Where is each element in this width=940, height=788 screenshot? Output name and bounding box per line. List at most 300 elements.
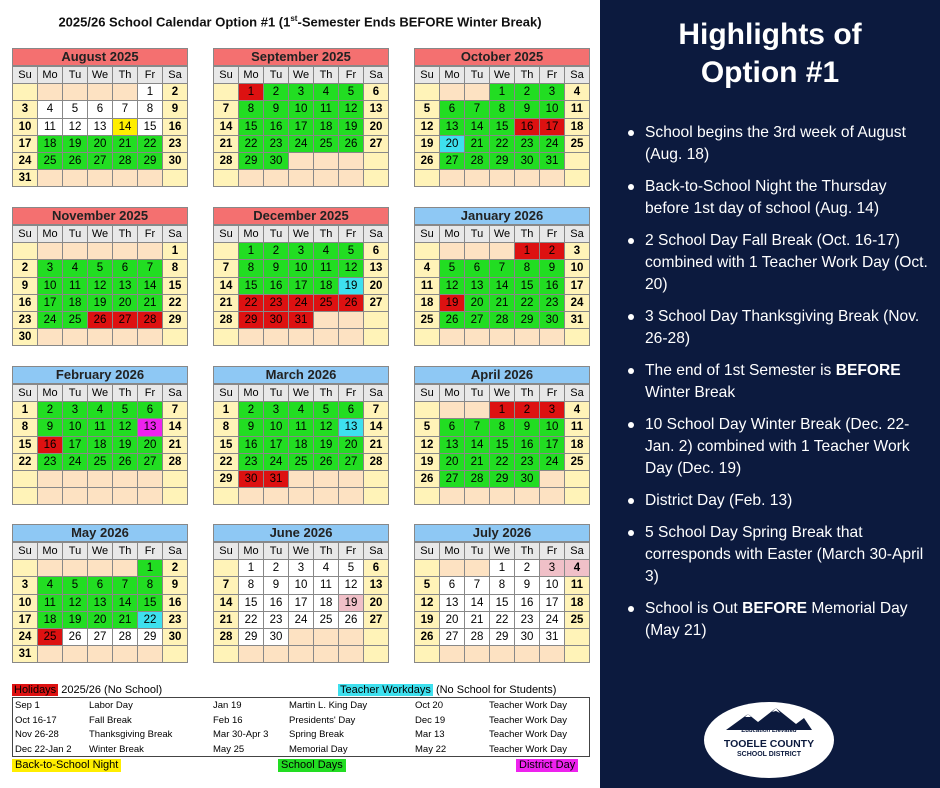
day-cell: 16 xyxy=(264,595,289,612)
day-cell: 22 xyxy=(163,295,188,312)
day-cell xyxy=(565,629,590,646)
day-cell: 7 xyxy=(214,101,239,118)
day-cell: 15 xyxy=(239,595,264,612)
day-cell: 27 xyxy=(364,295,389,312)
day-cell xyxy=(540,488,565,505)
day-cell xyxy=(465,84,490,101)
holiday-date: Jan 19 xyxy=(213,700,242,711)
day-cell: 5 xyxy=(314,402,339,419)
day-cell: 3 xyxy=(289,243,314,260)
day-cell: 14 xyxy=(214,119,239,136)
highlight-pre: School begins the 3rd week of August (Aug. 18) xyxy=(645,124,906,163)
day-cell: 23 xyxy=(515,612,540,629)
day-cell xyxy=(163,488,188,505)
day-cell: 4 xyxy=(38,101,63,118)
day-cell xyxy=(339,488,364,505)
day-cell xyxy=(565,488,590,505)
day-cell: 11 xyxy=(289,419,314,436)
highlight-item xyxy=(628,306,933,350)
day-cell: 13 xyxy=(440,595,465,612)
holiday-name: Teacher Work Day xyxy=(489,700,567,711)
day-cell: 7 xyxy=(465,101,490,118)
day-cell: 2 xyxy=(540,243,565,260)
day-cell: 11 xyxy=(565,101,590,118)
day-cell: 14 xyxy=(138,278,163,295)
holiday-row xyxy=(13,743,589,757)
weekday-label: Th xyxy=(515,67,540,84)
day-cell: 10 xyxy=(289,260,314,277)
month-days-grid xyxy=(414,542,590,663)
month-header: May 2026 xyxy=(12,524,188,542)
day-cell xyxy=(13,471,38,488)
day-cell xyxy=(239,329,264,346)
month-header: December 2025 xyxy=(213,207,389,225)
day-cell: 20 xyxy=(88,136,113,153)
weekday-label: Sa xyxy=(565,385,590,402)
day-cell: 4 xyxy=(314,243,339,260)
day-cell xyxy=(465,402,490,419)
day-cell: 27 xyxy=(364,612,389,629)
day-cell xyxy=(38,646,63,663)
day-cell: 25 xyxy=(565,136,590,153)
day-cell: 18 xyxy=(314,278,339,295)
day-cell: 29 xyxy=(163,312,188,329)
holiday-name: Fall Break xyxy=(89,714,132,726)
day-cell: 15 xyxy=(138,595,163,612)
day-cell: 7 xyxy=(138,260,163,277)
day-cell: 26 xyxy=(339,612,364,629)
day-cell: 4 xyxy=(289,402,314,419)
day-cell: 5 xyxy=(415,577,440,594)
day-cell: 14 xyxy=(490,278,515,295)
highlight-item xyxy=(628,598,933,642)
day-cell: 30 xyxy=(13,329,38,346)
weekday-label: Th xyxy=(515,226,540,243)
day-cell: 7 xyxy=(490,260,515,277)
day-cell xyxy=(415,84,440,101)
holiday-date: Mar 13 xyxy=(415,729,445,741)
school-days-legend: School Days xyxy=(278,759,346,772)
day-cell: 4 xyxy=(415,260,440,277)
holiday-row xyxy=(13,714,589,728)
holiday-name: Winter Break xyxy=(89,743,144,755)
month-header: August 2025 xyxy=(12,48,188,66)
holiday-date: May 25 xyxy=(213,743,245,755)
day-cell: 24 xyxy=(540,136,565,153)
day-cell: 1 xyxy=(490,402,515,419)
day-cell xyxy=(515,646,540,663)
day-cell: 1 xyxy=(13,402,38,419)
day-cell: 16 xyxy=(264,119,289,136)
weekday-label: Th xyxy=(113,543,138,560)
day-cell: 28 xyxy=(214,312,239,329)
logo-subtitle: SCHOOL DISTRICT xyxy=(736,751,802,758)
district-day-legend: District Day xyxy=(516,759,578,772)
day-cell xyxy=(38,243,63,260)
weekday-label: Sa xyxy=(565,543,590,560)
day-cell: 30 xyxy=(264,153,289,170)
day-cell: 1 xyxy=(163,243,188,260)
weekday-label: Tu xyxy=(465,67,490,84)
weekday-label: Fr xyxy=(138,385,163,402)
day-cell: 8 xyxy=(163,260,188,277)
day-cell: 26 xyxy=(339,295,364,312)
holiday-name: Presidents' Day xyxy=(289,714,356,726)
weekday-label: Mo xyxy=(38,543,63,560)
month-header: March 2026 xyxy=(213,366,389,384)
day-cell xyxy=(163,170,188,187)
day-cell: 2 xyxy=(515,84,540,101)
weekday-label: Fr xyxy=(339,226,364,243)
day-cell: 21 xyxy=(214,612,239,629)
day-cell: 20 xyxy=(440,612,465,629)
highlight-item xyxy=(628,490,933,512)
day-cell: 20 xyxy=(440,136,465,153)
day-cell: 14 xyxy=(465,437,490,454)
weekday-label: We xyxy=(490,543,515,560)
day-cell xyxy=(88,488,113,505)
day-cell: 17 xyxy=(289,595,314,612)
day-cell: 25 xyxy=(38,153,63,170)
day-cell: 3 xyxy=(264,402,289,419)
day-cell xyxy=(339,153,364,170)
day-cell: 28 xyxy=(465,153,490,170)
month-days-grid xyxy=(12,384,188,505)
highlight-item xyxy=(628,414,933,480)
day-cell: 18 xyxy=(565,119,590,136)
day-cell: 23 xyxy=(38,454,63,471)
day-cell: 5 xyxy=(339,560,364,577)
day-cell xyxy=(465,170,490,187)
weekday-label: We xyxy=(490,385,515,402)
day-cell: 30 xyxy=(264,312,289,329)
weekday-label: Tu xyxy=(264,543,289,560)
day-cell: 30 xyxy=(239,471,264,488)
day-cell: 16 xyxy=(163,595,188,612)
holiday-name: Labor Day xyxy=(89,700,133,711)
day-cell xyxy=(113,243,138,260)
day-cell: 11 xyxy=(314,577,339,594)
day-cell xyxy=(339,646,364,663)
weekday-label: We xyxy=(289,543,314,560)
day-cell: 18 xyxy=(38,612,63,629)
month-days-grid xyxy=(213,542,389,663)
day-cell: 20 xyxy=(440,454,465,471)
day-cell: 7 xyxy=(214,260,239,277)
day-cell: 26 xyxy=(113,454,138,471)
day-cell xyxy=(440,84,465,101)
day-cell xyxy=(38,329,63,346)
day-cell: 11 xyxy=(565,577,590,594)
highlights-title-line2: Option #1 xyxy=(700,56,840,89)
day-cell: 22 xyxy=(490,454,515,471)
day-cell: 26 xyxy=(440,312,465,329)
weekday-label: Sa xyxy=(565,67,590,84)
day-cell: 21 xyxy=(163,437,188,454)
weekday-label: Tu xyxy=(264,385,289,402)
day-cell: 10 xyxy=(38,278,63,295)
day-cell: 22 xyxy=(214,454,239,471)
day-cell: 19 xyxy=(415,454,440,471)
title-text: 2025/26 School Calendar Option #1 (1 xyxy=(58,14,291,30)
day-cell xyxy=(88,560,113,577)
day-cell: 16 xyxy=(163,119,188,136)
day-cell: 17 xyxy=(38,295,63,312)
day-cell: 17 xyxy=(289,119,314,136)
day-cell: 6 xyxy=(465,260,490,277)
day-cell: 12 xyxy=(440,278,465,295)
month-header: November 2025 xyxy=(12,207,188,225)
day-cell: 8 xyxy=(13,419,38,436)
day-cell: 24 xyxy=(13,153,38,170)
day-cell: 14 xyxy=(214,278,239,295)
weekday-label: We xyxy=(88,226,113,243)
day-cell: 13 xyxy=(440,437,465,454)
day-cell: 24 xyxy=(540,612,565,629)
day-cell: 15 xyxy=(13,437,38,454)
weekday-label: We xyxy=(490,67,515,84)
day-cell: 16 xyxy=(38,437,63,454)
day-cell xyxy=(63,329,88,346)
day-cell xyxy=(490,488,515,505)
day-cell xyxy=(364,312,389,329)
weekday-label: Th xyxy=(314,226,339,243)
day-cell: 25 xyxy=(63,312,88,329)
holiday-table xyxy=(12,697,590,757)
day-cell: 29 xyxy=(239,153,264,170)
day-cell: 14 xyxy=(465,595,490,612)
workdays-tag: Teacher Workdays xyxy=(340,684,431,696)
day-cell: 18 xyxy=(88,437,113,454)
day-cell: 5 xyxy=(339,84,364,101)
day-cell xyxy=(38,488,63,505)
weekday-label: We xyxy=(88,543,113,560)
day-cell: 17 xyxy=(540,595,565,612)
day-cell xyxy=(440,560,465,577)
weekday-label: Th xyxy=(515,543,540,560)
day-cell: 11 xyxy=(415,278,440,295)
day-cell: 8 xyxy=(138,101,163,118)
day-cell: 8 xyxy=(239,101,264,118)
day-cell: 19 xyxy=(415,136,440,153)
day-cell: 9 xyxy=(13,278,38,295)
day-cell: 17 xyxy=(540,119,565,136)
day-cell: 18 xyxy=(38,136,63,153)
day-cell: 4 xyxy=(565,402,590,419)
day-cell: 8 xyxy=(515,260,540,277)
day-cell: 31 xyxy=(13,646,38,663)
day-cell: 6 xyxy=(440,101,465,118)
holiday-name: Teacher Work Day xyxy=(489,743,567,755)
day-cell xyxy=(339,471,364,488)
day-cell: 19 xyxy=(440,295,465,312)
day-cell xyxy=(88,329,113,346)
day-cell: 20 xyxy=(138,437,163,454)
day-cell: 9 xyxy=(163,101,188,118)
day-cell xyxy=(490,646,515,663)
day-cell: 25 xyxy=(38,629,63,646)
day-cell xyxy=(314,629,339,646)
day-cell: 4 xyxy=(314,560,339,577)
day-cell xyxy=(540,329,565,346)
day-cell: 12 xyxy=(314,419,339,436)
day-cell: 25 xyxy=(314,612,339,629)
day-cell: 27 xyxy=(364,136,389,153)
day-cell: 12 xyxy=(415,595,440,612)
day-cell: 15 xyxy=(515,278,540,295)
highlight-item xyxy=(628,360,933,404)
highlight-post: Winter Break xyxy=(645,384,736,401)
day-cell xyxy=(214,646,239,663)
day-cell: 3 xyxy=(63,402,88,419)
highlight-item xyxy=(628,522,933,588)
holiday-date: Nov 26-28 xyxy=(15,729,59,741)
weekday-label: Fr xyxy=(339,67,364,84)
day-cell: 10 xyxy=(63,419,88,436)
day-cell: 27 xyxy=(88,629,113,646)
day-cell: 24 xyxy=(565,295,590,312)
day-cell: 28 xyxy=(364,454,389,471)
day-cell: 12 xyxy=(415,437,440,454)
day-cell xyxy=(339,170,364,187)
day-cell: 15 xyxy=(214,437,239,454)
highlight-pre: 2 School Day Fall Break (Oct. 16-17) combined with 1 Teacher Work Day (Oct. 20) xyxy=(645,232,928,293)
day-cell: 21 xyxy=(465,612,490,629)
day-cell: 18 xyxy=(314,119,339,136)
day-cell xyxy=(540,471,565,488)
day-cell: 17 xyxy=(13,136,38,153)
day-cell xyxy=(88,84,113,101)
holiday-date: Sep 1 xyxy=(15,700,40,711)
highlight-item xyxy=(628,230,933,296)
weekday-label: Su xyxy=(415,385,440,402)
weekday-label: Mo xyxy=(440,67,465,84)
day-cell: 5 xyxy=(113,402,138,419)
day-cell xyxy=(239,488,264,505)
day-cell: 12 xyxy=(339,101,364,118)
day-cell: 2 xyxy=(264,84,289,101)
day-cell xyxy=(314,646,339,663)
day-cell: 31 xyxy=(264,471,289,488)
day-cell: 20 xyxy=(113,295,138,312)
day-cell: 24 xyxy=(289,136,314,153)
month-days-grid xyxy=(414,66,590,187)
day-cell: 16 xyxy=(264,278,289,295)
weekday-label: Su xyxy=(13,67,38,84)
day-cell: 11 xyxy=(38,119,63,136)
title-superscript: st xyxy=(290,14,298,23)
day-cell: 7 xyxy=(465,577,490,594)
day-cell xyxy=(440,243,465,260)
day-cell: 27 xyxy=(113,312,138,329)
weekday-label: Mo xyxy=(440,226,465,243)
day-cell: 23 xyxy=(540,295,565,312)
weekday-label: Tu xyxy=(465,543,490,560)
day-cell: 26 xyxy=(314,454,339,471)
month-calendar xyxy=(12,207,188,346)
day-cell: 29 xyxy=(490,153,515,170)
day-cell xyxy=(515,170,540,187)
day-cell: 8 xyxy=(239,260,264,277)
day-cell: 6 xyxy=(440,577,465,594)
day-cell: 24 xyxy=(38,312,63,329)
month-header: January 2026 xyxy=(414,207,590,225)
day-cell: 27 xyxy=(138,454,163,471)
day-cell xyxy=(214,560,239,577)
weekday-label: Sa xyxy=(163,67,188,84)
day-cell: 14 xyxy=(113,119,138,136)
weekday-label: We xyxy=(289,385,314,402)
holidays-legend xyxy=(12,684,162,697)
holiday-name: Memorial Day xyxy=(289,743,348,755)
month-days-grid xyxy=(213,384,389,505)
day-cell: 12 xyxy=(63,595,88,612)
day-cell: 4 xyxy=(38,577,63,594)
day-cell xyxy=(339,312,364,329)
weekday-label: Su xyxy=(214,543,239,560)
month-calendar xyxy=(213,366,389,505)
day-cell: 28 xyxy=(490,312,515,329)
day-cell: 25 xyxy=(314,295,339,312)
day-cell xyxy=(13,84,38,101)
weekday-label: Fr xyxy=(540,543,565,560)
weekday-label: Su xyxy=(415,543,440,560)
workdays-legend xyxy=(338,684,556,697)
day-cell xyxy=(138,243,163,260)
day-cell xyxy=(138,646,163,663)
month-header: April 2026 xyxy=(414,366,590,384)
day-cell: 19 xyxy=(314,437,339,454)
day-cell: 31 xyxy=(540,629,565,646)
day-cell: 9 xyxy=(515,101,540,118)
day-cell: 12 xyxy=(88,278,113,295)
day-cell: 13 xyxy=(364,260,389,277)
day-cell: 31 xyxy=(540,153,565,170)
month-calendar xyxy=(213,207,389,346)
day-cell: 19 xyxy=(63,136,88,153)
day-cell xyxy=(289,471,314,488)
day-cell: 11 xyxy=(314,260,339,277)
weekday-label: Fr xyxy=(138,67,163,84)
day-cell: 27 xyxy=(440,153,465,170)
highlights-list xyxy=(628,122,933,652)
day-cell xyxy=(314,488,339,505)
weekday-label: Su xyxy=(13,385,38,402)
day-cell xyxy=(138,471,163,488)
day-cell: 14 xyxy=(113,595,138,612)
weekday-label: Tu xyxy=(63,385,88,402)
day-cell: 31 xyxy=(565,312,590,329)
weekday-label: Tu xyxy=(465,385,490,402)
day-cell: 25 xyxy=(314,136,339,153)
day-cell xyxy=(540,646,565,663)
day-cell xyxy=(113,329,138,346)
day-cell: 12 xyxy=(63,119,88,136)
day-cell: 15 xyxy=(163,278,188,295)
day-cell: 4 xyxy=(88,402,113,419)
day-cell xyxy=(63,560,88,577)
weekday-label: Sa xyxy=(163,226,188,243)
day-cell: 31 xyxy=(289,312,314,329)
day-cell xyxy=(13,560,38,577)
day-cell xyxy=(440,646,465,663)
day-cell xyxy=(63,471,88,488)
highlight-item xyxy=(628,122,933,166)
day-cell: 31 xyxy=(13,170,38,187)
day-cell: 23 xyxy=(515,136,540,153)
day-cell: 5 xyxy=(88,260,113,277)
day-cell xyxy=(289,488,314,505)
